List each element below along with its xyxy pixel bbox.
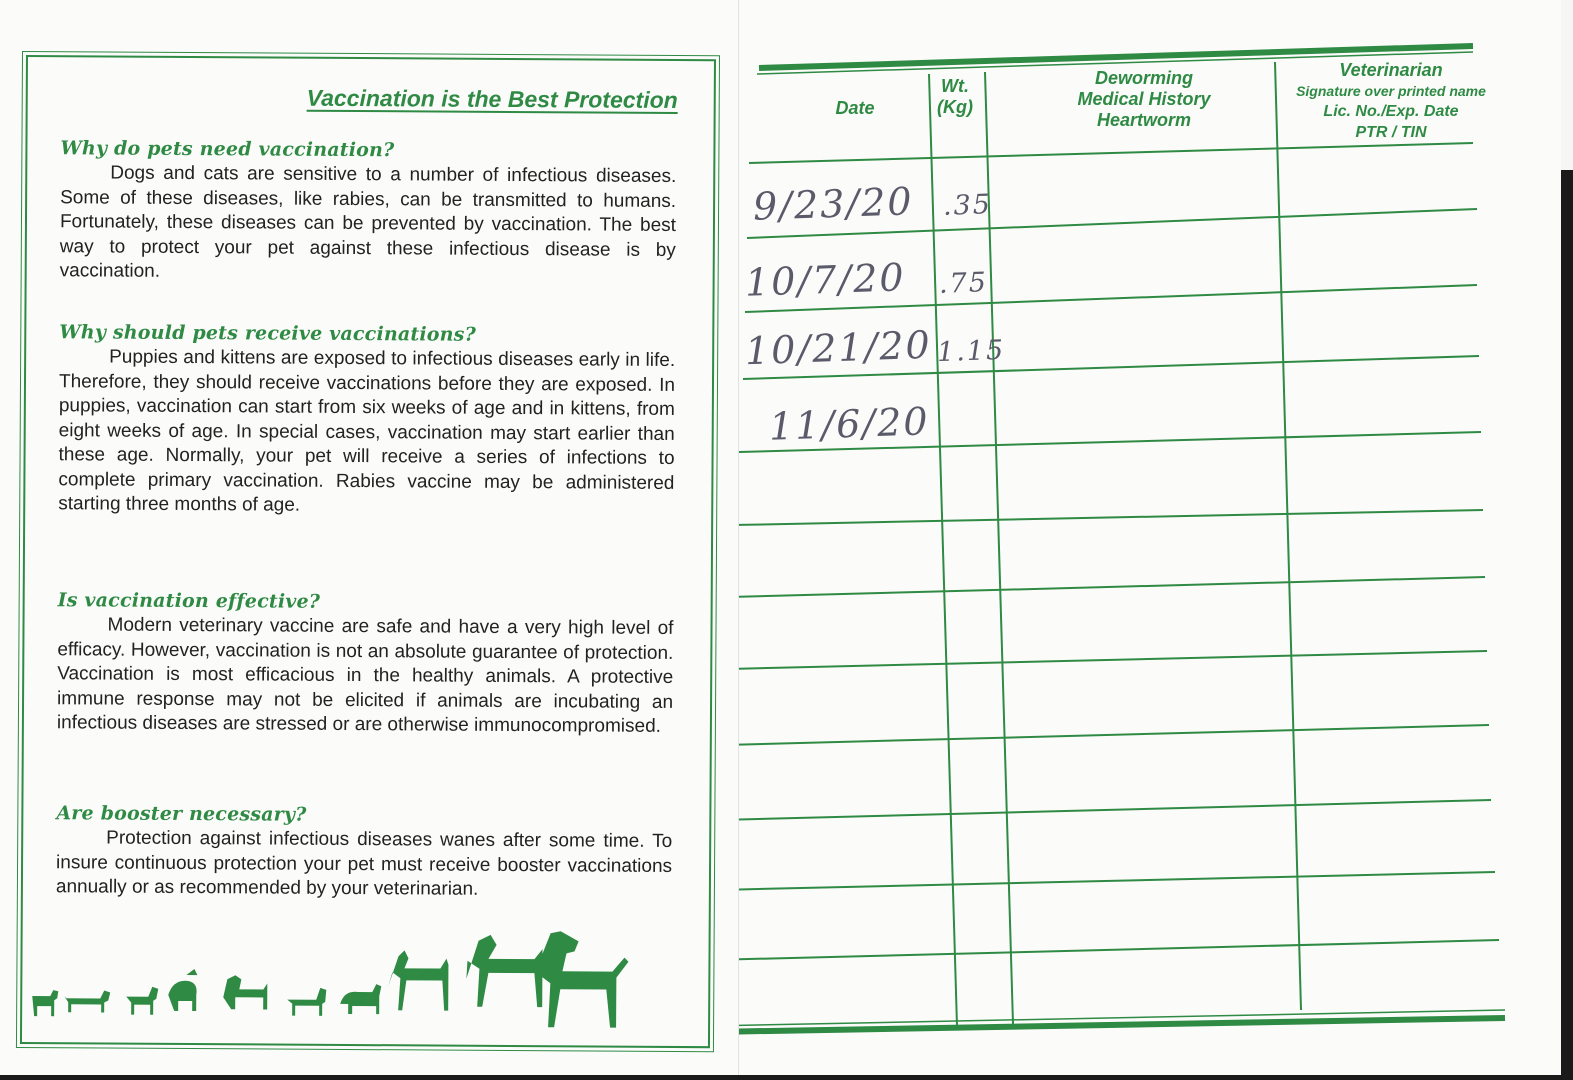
header-line: Lic. No./Exp. Date: [1323, 103, 1459, 120]
entry-weight: .35: [942, 189, 993, 222]
header-line: Medical History: [1077, 89, 1211, 109]
dog-breeds-silhouette-icon: [28, 926, 649, 1030]
faq-answer: Protection against infectious diseases wanes after some time. To insure continuous protection your pet must receive booster vaccinations annually or as recommended by your veterinarian.: [55, 827, 673, 900]
table-row-line: [749, 143, 1473, 163]
faq-section: [57, 589, 674, 739]
faq-answer: Puppies and kittens are exposed to infectious diseases early in life. Therefore, they should receive vaccinations before they are exposed. In puppies, vaccination can start from six weeks of age and in kittens, from eight weeks of age. In special cases, vaccination may start earlier than these age. Normally, your pet will receive a series of infections to complete primary vaccination. Rabies vaccine may be administered starting three months of age.: [58, 346, 676, 516]
info-page: [0, 0, 738, 1075]
header-line: Signature over printed name: [1296, 83, 1486, 99]
page-title: Vaccination is the Best Protection: [306, 84, 678, 113]
entry-date: 9/23/20: [752, 179, 915, 229]
vaccination-record-table: [739, 0, 1561, 1075]
entry-date: 10/21/20: [744, 322, 933, 374]
info-frame: [20, 55, 716, 1048]
header-line: Heartworm: [1096, 110, 1192, 130]
faq-question: Are booster necessary?: [56, 802, 307, 826]
faq-question: Why should pets receive vaccinations?: [59, 321, 477, 346]
table-border-bottom: [739, 1018, 1505, 1032]
table-row-line: [739, 725, 1489, 745]
faq-answer: Dogs and cats are sensitive to a number of infectious diseases. Some of these diseases, like rabies, can be transmitted to humans. Fortunately, these diseases can be prevented by vaccination. The best way to protect your pet against these infectious disease is by vaccination.: [59, 162, 677, 282]
table-row-line: [739, 510, 1483, 525]
header-line: Veterinarian: [1339, 60, 1443, 80]
header-line: Wt.: [941, 76, 969, 96]
entry-date: 11/6/20: [768, 399, 931, 449]
record-page: [738, 0, 1561, 1075]
column-header-deworming: [1029, 68, 1259, 131]
table-row-line: [739, 651, 1487, 669]
table-row-line: [739, 872, 1495, 890]
entry-date: 10/7/20: [744, 255, 907, 305]
entry-weight: .75: [938, 267, 989, 300]
entry-weight: 1.15: [936, 334, 1006, 369]
table-row-line: [739, 940, 1499, 960]
column-divider: [1275, 62, 1301, 1010]
faq-section: [56, 802, 673, 903]
faq-answer: Modern veterinary vaccine are safe and have a very high level of efficacy. However, vaccination is not an absolute guarantee of protection. Vaccination is most efficacious in the healthy animals. A protective immune response may not be elicited if animals are incubating an infectious diseases are stressed or are otherwise immunocompromised.: [56, 614, 674, 737]
faq-question: Is vaccination effective?: [57, 589, 321, 613]
header-line: PTR / TIN: [1355, 124, 1427, 141]
header-line: (Kg): [937, 97, 973, 117]
header-line: Deworming: [1094, 68, 1193, 88]
column-header-veterinarian: [1279, 60, 1503, 143]
faq-section: [58, 321, 675, 520]
faq-question: Why do pets need vaccination?: [60, 137, 395, 162]
table-row-line: [739, 577, 1485, 597]
faq-section: [60, 137, 677, 287]
column-header-weight: [925, 76, 985, 118]
scan-edge: [1561, 170, 1573, 1080]
table-row-line: [739, 800, 1491, 820]
column-header-date: Date: [835, 98, 875, 118]
